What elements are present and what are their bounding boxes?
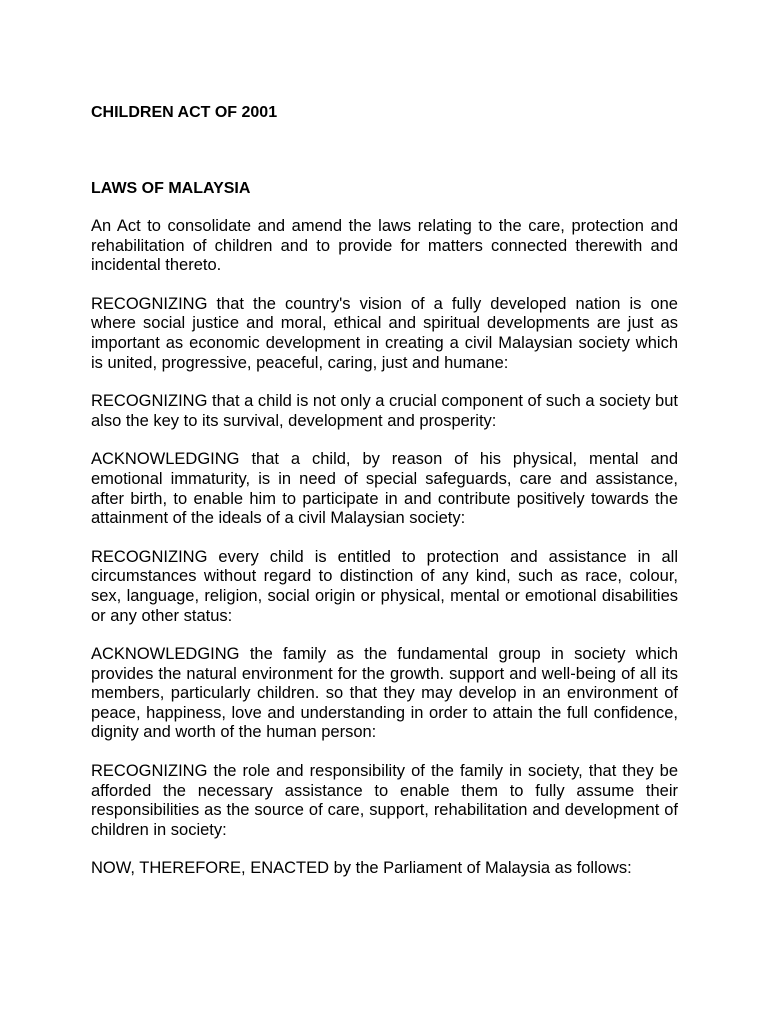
recital-paragraph: ACKNOWLEDGING the family as the fundamental group in society which provides the natural environment for the growth. support and well-being of all its members, particularly children. so that they may develop in an environment of peace, happiness, love and understanding in order to attain the full confidence, dignity and worth of the human person:	[91, 645, 678, 742]
recital-paragraph: RECOGNIZING the role and responsibility of the family in society, that they be afforded the necessary assistance to enable them to fully assume their responsibilities as the source of care, support, rehabilitation and development of children in society:	[91, 762, 678, 839]
document-body	[91, 103, 678, 898]
act-subtitle: LAWS OF MALAYSIA	[91, 180, 251, 197]
enactment-clause: NOW, THEREFORE, ENACTED by the Parliament of Malaysia as follows:	[91, 859, 632, 878]
preamble-paragraph: An Act to consolidate and amend the laws relating to the care, protection and rehabilitation of children and to provide for matters connected therewith and incidental thereto.	[91, 217, 678, 275]
recital-paragraph: RECOGNIZING that the country's vision of a fully developed nation is one where social justice and moral, ethical and spiritual developments are just as important as economic development in creating a civil Malaysian society which is united, progressive, peaceful, caring, just and humane:	[91, 294, 678, 372]
recital-paragraph: RECOGNIZING that a child is not only a crucial component of such a society but also the key to its survival, development and prosperity:	[91, 392, 678, 430]
act-title: CHILDREN ACT OF 2001	[91, 104, 278, 121]
recital-paragraph: RECOGNIZING every child is entitled to protection and assistance in all circumstances without regard to distinction of any kind, such as race, colour, sex, language, religion, social origin or physical, mental or emotional disabilities or any other status:	[91, 547, 678, 625]
recital-paragraph: ACKNOWLEDGING that a child, by reason of his physical, mental and emotional immaturity, is in need of special safeguards, care and assistance, after birth, to enable him to participate in and contribute positively towards the attainment of the ideals of a civil Malaysian society:	[91, 450, 678, 528]
